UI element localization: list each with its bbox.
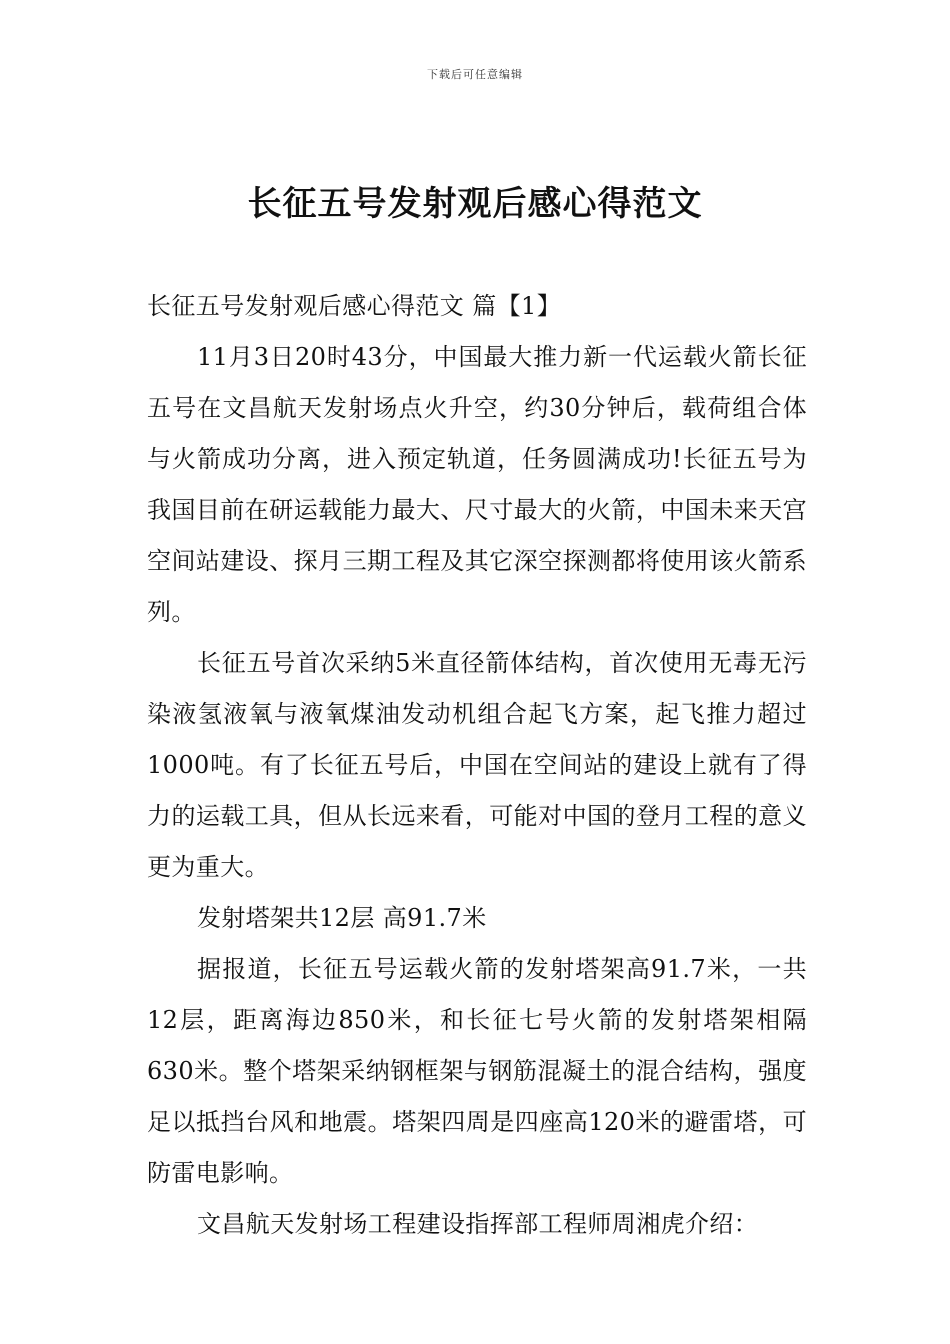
paragraph: 据报道，长征五号运载火箭的发射塔架高91.7米，一共12层，距离海边850米，和长征七号火箭的发射塔架相隔630米。整个塔架采纳钢框架与钢筋混凝土的混合结构，强度足以抵挡台风和地震。塔架四周是四座高120米的避雷塔，可防雷电影响。 — [147, 955, 807, 1187]
paragraph: 文昌航天发射场工程建设指挥部工程师周湘虎介绍： — [197, 1210, 759, 1238]
document-title: 长征五号发射观后感心得范文 — [247, 184, 703, 224]
paragraph: 长征五号首次采纳5米直径箭体结构，首次使用无毒无污染液氢液氧与液氧煤油发动机组合起飞方案，起飞推力超过1000吨。有了长征五号后，中国在空间站的建设上就有了得力的运载工具，但从长远来看，可能对中国的登月工程的意义更为重大。 — [147, 649, 807, 881]
paragraph: 11月3日20时43分，中国最大推力新一代运载火箭长征五号在文昌航天发射场点火升空，约30分钟后，载荷组合体与火箭成功分离，进入预定轨道，任务圆满成功!长征五号为我国目前在研运载能力最大、尺寸最大的火箭，中国未来天宫空间站建设、探月三期工程及其它深空探测都将使用该火箭系列。 — [147, 343, 807, 626]
subheading-paragraph: 发射塔架共12层 高91.7米 — [197, 904, 487, 932]
document-body — [147, 281, 807, 1250]
section-heading: 长征五号发射观后感心得范文 篇【1】 — [147, 292, 562, 320]
header-note: 下载后可任意编辑 — [427, 68, 523, 81]
